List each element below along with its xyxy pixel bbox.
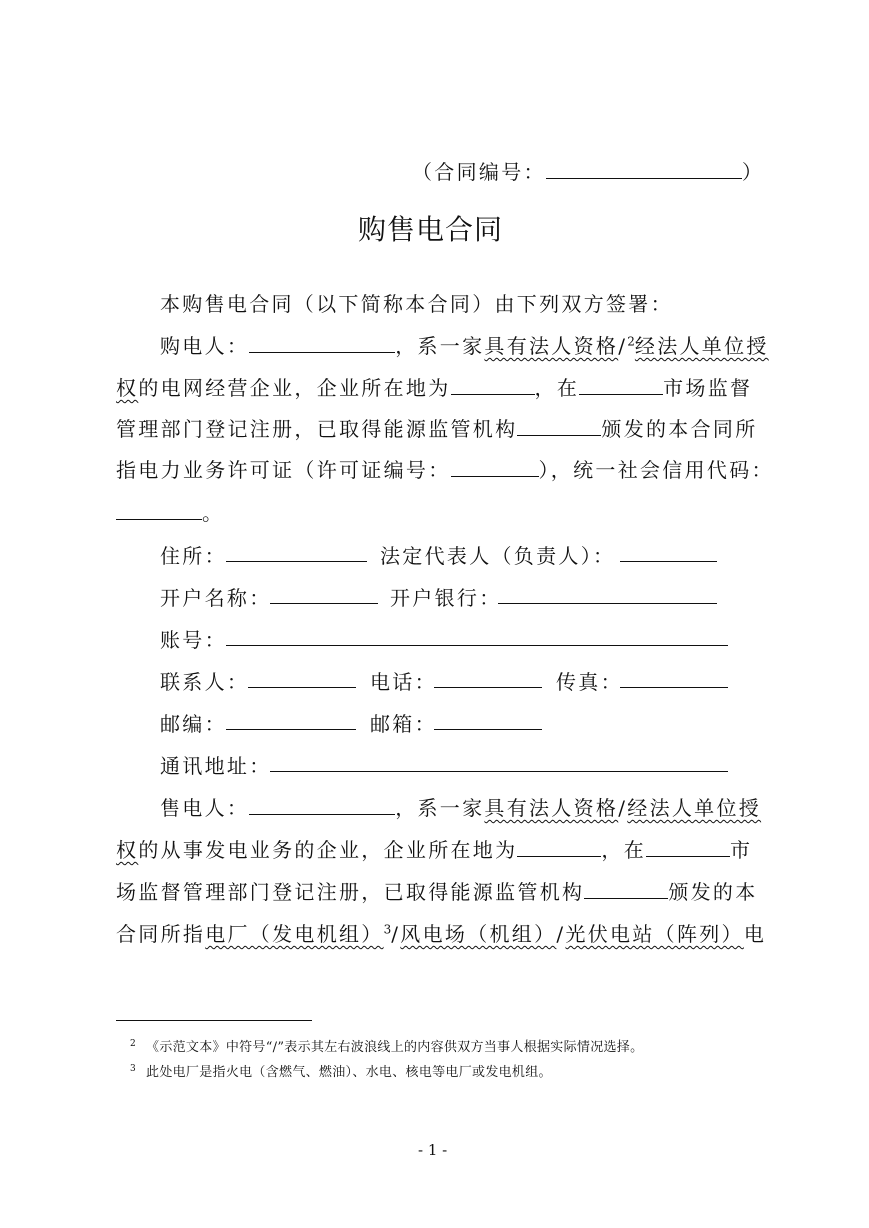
- seller-contract-text: 合同所指: [116, 922, 206, 946]
- field-fax: 传真：: [556, 670, 623, 694]
- buyer-license-blank: [451, 475, 539, 477]
- seller-line-1: [160, 792, 761, 821]
- seller-option-authorized: 经法人单位授: [627, 796, 762, 820]
- buyer-period: 。: [202, 501, 225, 525]
- seller-at-text: ，在: [601, 838, 647, 862]
- contract-number-close: ）: [741, 160, 765, 184]
- buyer-option-authorized: 经法人单位授: [634, 334, 769, 358]
- buyer-location-blank: [451, 393, 535, 395]
- legal-rep-blank: [620, 561, 717, 562]
- seller-line-2: [116, 834, 752, 863]
- seller-location-blank: [517, 855, 601, 857]
- postcode-blank: [226, 729, 356, 730]
- footnote-2-text: 《示范文本》中符号“/”表示其左右波浪线上的内容供双方当事人根据实际情况选择。: [146, 1040, 644, 1055]
- fax-blank: [620, 687, 728, 688]
- buyer-comma: ，系一家: [395, 334, 485, 358]
- buyer-option-authorized-cont: 权: [116, 376, 139, 400]
- contract-number-label: （合同编号：: [412, 160, 546, 184]
- buyer-license-text: 指电力业务许可证（许可证编号：: [116, 458, 451, 482]
- seller-market-text: 市: [730, 838, 753, 862]
- field-mail-address: 通讯地址：: [160, 754, 272, 778]
- seller-location-text: 的从事发电业务的企业，企业所在地为: [138, 838, 518, 862]
- seller-label: 售电人：: [160, 796, 250, 820]
- buyer-label: 购电人：: [160, 334, 250, 358]
- buyer-issued-text: 颁发的本合同所: [601, 417, 758, 441]
- seller-name-blank: [249, 813, 395, 815]
- buyer-registration-text: 管理部门登记注册，已取得能源监管机构: [116, 417, 518, 441]
- field-contact: 联系人：: [160, 670, 250, 694]
- buyer-line-5: [116, 497, 224, 526]
- footnote-separator: [116, 1020, 312, 1021]
- footnote-3-text: 此处电厂是指火电（含燃气、燃油）、水电、核电等电厂或发电机组。: [146, 1065, 552, 1080]
- field-postcode: 邮编：: [160, 712, 227, 736]
- seller-registry-blank: [646, 855, 730, 857]
- footnote-ref-2: 2: [627, 334, 635, 349]
- contact-blank: [248, 687, 356, 688]
- buyer-line-3: [116, 413, 758, 442]
- field-phone: 电话：: [370, 670, 437, 694]
- field-account-no: 账号：: [160, 628, 227, 652]
- buyer-line-2: [116, 372, 752, 401]
- buyer-line-1: [160, 330, 769, 359]
- buyer-credit-code-blank: [116, 518, 202, 520]
- seller-option-wind-farm: 风电场（机组）: [400, 922, 557, 946]
- buyer-market-text: 市场监督: [663, 376, 753, 400]
- seller-electric-text: 电: [743, 922, 767, 946]
- footnote-2: [130, 1036, 643, 1055]
- buyer-option-legal-person: 具有法人资格: [484, 334, 619, 358]
- field-legal-rep: 法定代表人（负责人）：: [380, 544, 616, 568]
- page-number: - 1 -: [418, 1141, 448, 1159]
- seller-registration-text: 场监督管理部门登记注册，已取得能源监管机构: [116, 880, 585, 904]
- seller-line-3: [116, 876, 758, 905]
- buyer-agency-blank: [517, 434, 601, 436]
- buyer-at-text: ，在: [534, 376, 580, 400]
- mail-address-blank: [270, 771, 728, 772]
- seller-agency-blank: [584, 897, 668, 899]
- account-no-blank: [226, 645, 728, 646]
- seller-slash-2: /: [391, 922, 401, 946]
- footnote-2-number: 2: [130, 1038, 137, 1049]
- seller-issued-text: 颁发的本: [668, 880, 758, 904]
- field-bank: 开户银行：: [390, 586, 502, 610]
- buyer-line-4: [116, 454, 774, 483]
- document-title: 购售电合同: [358, 213, 504, 246]
- field-address: 住所：: [160, 544, 227, 568]
- phone-blank: [434, 687, 542, 688]
- intro-paragraph: 本购售电合同（以下简称本合同）由下列双方签署：: [160, 292, 673, 316]
- account-name-blank: [270, 603, 378, 604]
- seller-slash-3: /: [556, 922, 566, 946]
- buyer-location-text: 的电网经营企业，企业所在地为: [138, 376, 451, 400]
- seller-slash: /: [618, 796, 628, 820]
- email-blank: [434, 729, 542, 730]
- buyer-name-blank: [249, 351, 395, 353]
- field-account-name: 开户名称：: [160, 586, 272, 610]
- seller-option-legal-person: 具有法人资格: [484, 796, 619, 820]
- footnote-3-number: 3: [130, 1063, 137, 1074]
- contract-number-line: [412, 156, 764, 185]
- buyer-credit-code-text: ），统一社会信用代码：: [538, 458, 774, 482]
- address-blank: [226, 561, 367, 562]
- footnote-3: [130, 1061, 552, 1080]
- footnote-ref-3: 3: [383, 922, 392, 937]
- seller-option-solar-station: 光伏电站（阵列）: [565, 922, 744, 946]
- seller-option-power-plant: 电厂（发电机组）: [205, 922, 384, 946]
- field-email: 邮箱：: [370, 712, 437, 736]
- buyer-slash: /: [618, 334, 628, 358]
- seller-option-authorized-cont: 权: [116, 838, 139, 862]
- seller-line-4: [116, 918, 766, 947]
- contract-number-blank: [546, 177, 742, 179]
- buyer-registry-blank: [579, 393, 663, 395]
- bank-blank: [498, 603, 717, 604]
- seller-comma: ，系一家: [395, 796, 485, 820]
